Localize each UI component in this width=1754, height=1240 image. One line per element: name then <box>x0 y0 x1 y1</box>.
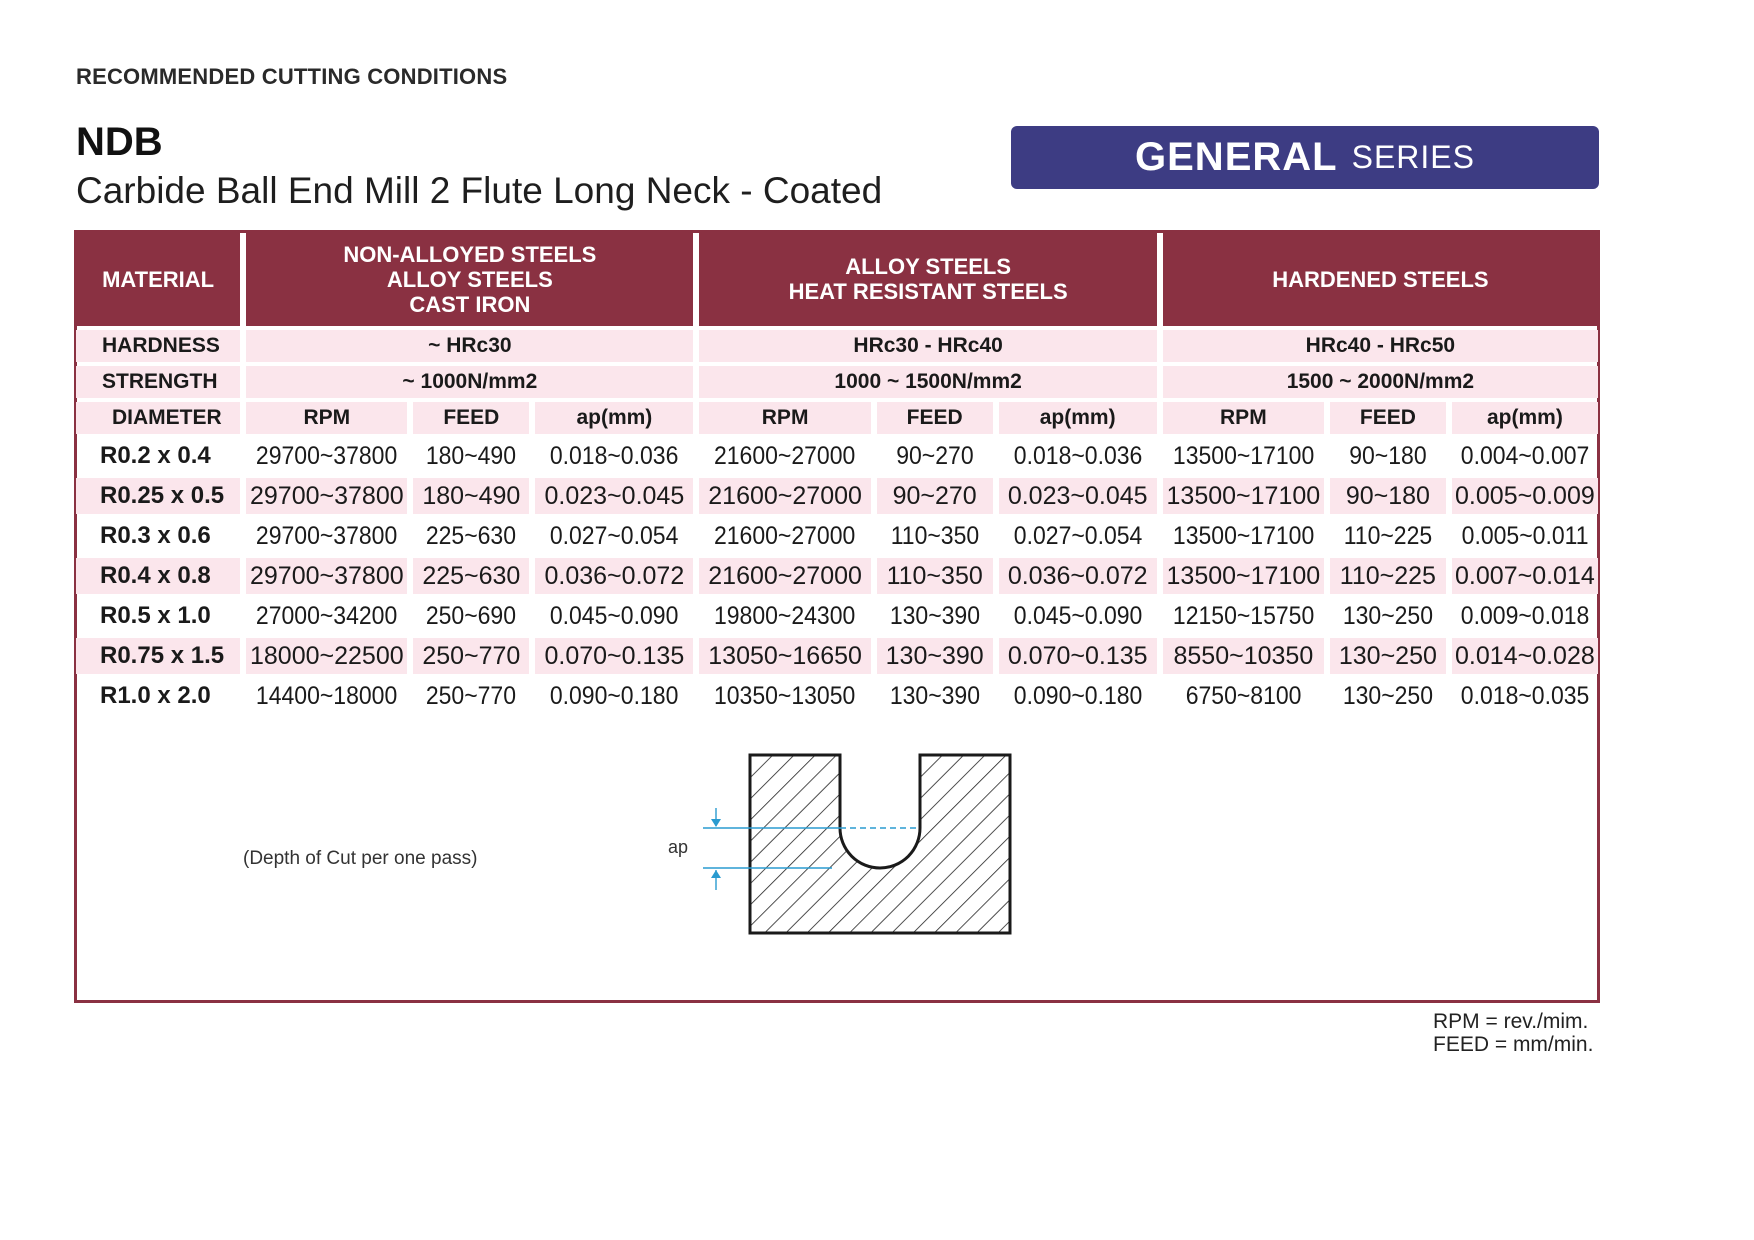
value-cell: 0.045~0.090 <box>550 601 679 630</box>
column-header-row <box>76 402 1598 434</box>
series-badge-light: SERIES <box>1351 139 1475 175</box>
units-legend <box>1433 1010 1593 1056</box>
value-cell: 0.009~0.018 <box>1460 601 1590 630</box>
value-cell: 90~270 <box>877 478 993 514</box>
value-cell: 130~250 <box>1330 638 1446 674</box>
value-cell: 0.027~0.054 <box>1013 521 1142 550</box>
value-cell: 0.090~0.180 <box>550 681 679 710</box>
group-2-line-1: ALLOY STEELS <box>845 254 1012 279</box>
workpiece-section <box>750 755 1010 933</box>
value-cell: 13500~17100 <box>1172 521 1315 550</box>
value-cell: 13500~17100 <box>1163 558 1324 594</box>
diameter-cell: R1.0 x 2.0 <box>100 682 211 709</box>
value-cell: 0.014~0.028 <box>1452 638 1598 674</box>
value-cell: 130~390 <box>889 601 980 630</box>
value-cell: 110~225 <box>1343 521 1433 550</box>
group-2-hardness: HRc30 - HRc40 <box>699 330 1156 362</box>
value-cell: 21600~27000 <box>699 478 870 514</box>
value-cell: 14400~18000 <box>256 681 398 710</box>
table-row <box>76 518 1598 554</box>
value-cell: 110~225 <box>1330 558 1446 594</box>
table-row <box>76 478 1598 514</box>
value-cell: 8550~10350 <box>1163 638 1324 674</box>
diameter-cell: R0.4 x 0.8 <box>76 558 240 594</box>
group-1-header <box>246 232 693 326</box>
material-label: MATERIAL <box>76 232 240 326</box>
value-cell: 12150~15750 <box>1172 601 1315 630</box>
value-cell: 0.023~0.045 <box>535 478 693 514</box>
document-kicker: RECOMMENDED CUTTING CONDITIONS <box>76 64 508 89</box>
value-cell: 0.005~0.009 <box>1452 478 1598 514</box>
value-cell: 21600~27000 <box>699 558 870 594</box>
value-cell: 18000~22500 <box>246 638 407 674</box>
ap-arrow-top-head <box>711 819 721 827</box>
value-cell: 0.018~0.036 <box>1013 441 1142 470</box>
value-cell: 180~490 <box>426 441 517 470</box>
series-badge <box>1011 126 1599 189</box>
legend-feed: FEED = mm/min. <box>1433 1033 1594 1056</box>
value-cell: 110~350 <box>877 558 993 594</box>
diameter-cell: R0.3 x 0.6 <box>100 522 211 549</box>
value-cell: 29700~37800 <box>246 558 407 594</box>
hardness-label: HARDNESS <box>76 330 240 362</box>
group-2-strength: 1000 ~ 1500N/mm2 <box>699 366 1156 398</box>
group-3-header <box>1163 232 1598 326</box>
value-cell: 0.090~0.180 <box>1013 681 1142 710</box>
value-cell: 29700~37800 <box>256 521 398 550</box>
value-cell: 0.007~0.014 <box>1452 558 1598 594</box>
table-row <box>76 678 1598 714</box>
col-feed: FEED <box>1330 402 1446 434</box>
diameter-cell: R0.25 x 0.5 <box>76 478 240 514</box>
series-badge-strong: GENERAL <box>1135 135 1338 179</box>
strength-row <box>76 366 1598 398</box>
value-cell: 0.018~0.036 <box>550 441 679 470</box>
col-rpm: RPM <box>699 402 870 434</box>
hardness-row <box>76 330 1598 362</box>
group-2-line-2: HEAT RESISTANT STEELS <box>788 279 1068 304</box>
group-1-line-3: CAST IRON <box>409 291 531 317</box>
group-1-hardness: ~ HRc30 <box>246 330 693 362</box>
value-cell: 0.070~0.135 <box>999 638 1157 674</box>
value-cell: 250~770 <box>413 638 529 674</box>
legend-rpm: RPM = rev./mim. <box>1433 1010 1589 1033</box>
table-body <box>76 438 1598 714</box>
value-cell: 90~270 <box>895 441 974 470</box>
value-cell: 0.036~0.072 <box>535 558 693 594</box>
value-cell: 0.027~0.054 <box>550 521 679 550</box>
col-ap: ap(mm) <box>999 402 1157 434</box>
value-cell: 13500~17100 <box>1172 441 1315 470</box>
strength-label: STRENGTH <box>76 366 240 398</box>
value-cell: 130~390 <box>877 638 993 674</box>
value-cell: 180~490 <box>413 478 529 514</box>
group-3-strength: 1500 ~ 2000N/mm2 <box>1163 366 1598 398</box>
value-cell: 130~250 <box>1342 681 1433 710</box>
value-cell: 0.005~0.011 <box>1461 521 1589 550</box>
product-title: Carbide Ball End Mill 2 Flute Long Neck - Coated <box>76 170 883 211</box>
group-2-header <box>699 232 1156 326</box>
table-row <box>76 558 1598 594</box>
value-cell: 29700~37800 <box>256 441 398 470</box>
value-cell: 0.045~0.090 <box>1013 601 1142 630</box>
value-cell: 21600~27000 <box>714 441 856 470</box>
product-code: NDB <box>76 120 163 164</box>
value-cell: 90~180 <box>1349 441 1427 470</box>
diameter-cell: R0.2 x 0.4 <box>100 442 211 469</box>
col-feed: FEED <box>877 402 993 434</box>
group-3-hardness: HRc40 - HRc50 <box>1163 330 1598 362</box>
value-cell: 225~630 <box>413 558 529 594</box>
value-cell: 110~350 <box>890 521 979 550</box>
value-cell: 21600~27000 <box>714 521 856 550</box>
ap-label: ap <box>668 837 689 857</box>
value-cell: 29700~37800 <box>246 478 407 514</box>
group-3-line-1: HARDENED STEELS <box>1272 266 1489 292</box>
diameter-cell: R0.75 x 1.5 <box>76 638 240 674</box>
group-1-line-2: ALLOY STEELS <box>386 266 553 292</box>
value-cell: 250~690 <box>426 601 517 630</box>
value-cell: 250~770 <box>426 681 517 710</box>
value-cell: 10350~13050 <box>714 681 856 710</box>
value-cell: 0.036~0.072 <box>999 558 1157 594</box>
group-1-strength: ~ 1000N/mm2 <box>246 366 693 398</box>
value-cell: 0.004~0.007 <box>1460 441 1590 470</box>
value-cell: 13050~16650 <box>699 638 870 674</box>
value-cell: 130~390 <box>889 681 980 710</box>
value-cell: 6750~8100 <box>1185 681 1302 710</box>
table-row <box>76 598 1598 634</box>
diameter-label: DIAMETER <box>76 402 240 434</box>
table-row <box>76 638 1598 674</box>
col-rpm: RPM <box>246 402 407 434</box>
material-header-row <box>76 232 1598 326</box>
group-1-line-1: NON-ALLOYED STEELS <box>343 241 597 267</box>
col-rpm: RPM <box>1163 402 1324 434</box>
diagram-caption: (Depth of Cut per one pass) <box>243 848 478 869</box>
table-row <box>76 438 1598 474</box>
value-cell: 0.070~0.135 <box>535 638 693 674</box>
value-cell: 13500~17100 <box>1163 478 1324 514</box>
ap-arrow-bottom-head <box>711 870 721 878</box>
col-feed: FEED <box>413 402 529 434</box>
value-cell: 27000~34200 <box>256 601 398 630</box>
diameter-cell: R0.5 x 1.0 <box>100 602 211 629</box>
value-cell: 0.023~0.045 <box>999 478 1157 514</box>
cutting-conditions-table <box>70 228 1604 718</box>
col-ap: ap(mm) <box>1452 402 1598 434</box>
value-cell: 19800~24300 <box>714 601 856 630</box>
value-cell: 225~630 <box>426 521 517 550</box>
col-ap: ap(mm) <box>535 402 693 434</box>
value-cell: 90~180 <box>1330 478 1446 514</box>
value-cell: 130~250 <box>1342 601 1433 630</box>
depth-of-cut-diagram <box>660 740 1020 940</box>
value-cell: 0.018~0.035 <box>1460 681 1590 710</box>
